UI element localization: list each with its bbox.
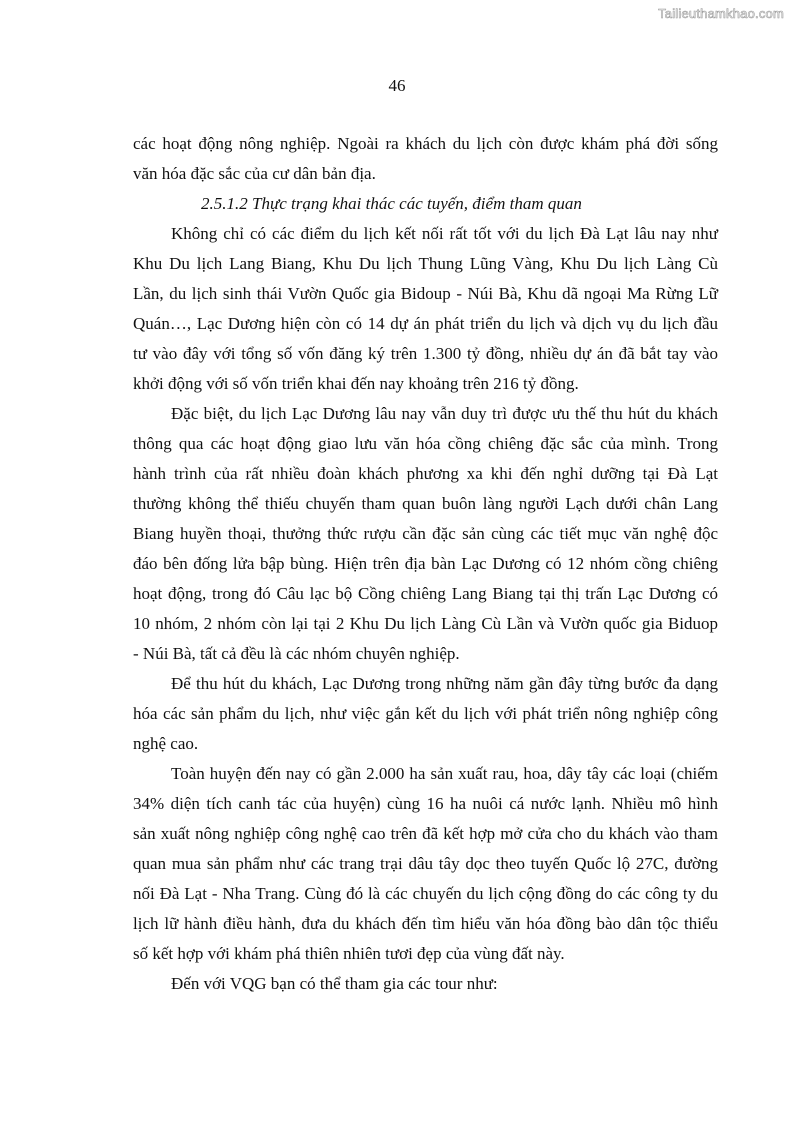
text-line: Khu Du lịch Lang Biang, Khu Du lịch Thung Lũng Vàng, Khu Du lịch Làng Cù <box>133 254 718 273</box>
text-line: số kết hợp với khám phá thiên nhiên tươi đẹp của vùng đất này. <box>133 944 565 963</box>
text-line: lịch lữ hành điều hành, đưa du khách đến tìm hiểu văn hóa đồng bào dân tộc thiểu <box>133 914 718 933</box>
text-line: đáo bên đống lửa bập bùng. Hiện trên địa bàn Lạc Dương có 12 nhóm cồng chiêng <box>133 554 718 573</box>
text-line: thường không thể thiếu chuyến tham quan buôn làng người Lạch dưới chân Lang <box>133 494 718 513</box>
text-line: Đặc biệt, du lịch Lạc Dương lâu nay vẫn duy trì được ưu thế thu hút du khách <box>171 404 718 423</box>
text-line: tư vào đây với tổng số vốn đăng ký trên 1.300 tỷ đồng, nhiều dự án đã bắt tay vào <box>133 344 718 363</box>
text-line: nghệ cao. <box>133 734 199 753</box>
text-line: khởi động với số vốn triển khai đến nay khoảng trên 216 tỷ đồng. <box>133 374 579 393</box>
text-line: - Núi Bà, tất cả đều là các nhóm chuyên nghiệp. <box>133 644 460 663</box>
text-line: Toàn huyện đến nay có gần 2.000 ha sản xuất rau, hoa, dây tây các loại (chiếm <box>171 764 718 783</box>
text-line: Biang huyền thoại, thưởng thức rượu cần đặc sản cùng các tiết mục văn nghệ độc <box>133 524 718 543</box>
text-line: Để thu hút du khách, Lạc Dương trong những năm gần đây từng bước đa dạng <box>171 674 718 693</box>
watermark-text: Tailieuthamkhao.com <box>658 6 784 21</box>
text-line: quan mua sản phẩm như các trang trại dâu tây dọc theo tuyến Quốc lộ 27C, đường <box>133 854 718 873</box>
text-line: Không chỉ có các điểm du lịch kết nối rất tốt với du lịch Đà Lạt lâu nay như <box>171 224 718 243</box>
text-line: 10 nhóm, 2 nhóm còn lại tại 2 Khu Du lịch Làng Cù Lần và Vườn quốc gia Biduop <box>133 614 718 633</box>
text-line: Đến với VQG bạn có thể tham gia các tour như: <box>171 974 498 993</box>
text-line: thông qua các hoạt động giao lưu văn hóa cồng chiêng đặc sắc của mình. Trong <box>133 434 718 453</box>
text-line: các hoạt động nông nghiệp. Ngoài ra khách du lịch còn được khám phá đời sống <box>133 134 718 153</box>
text-line: 34% diện tích canh tác của huyện) cùng 16 ha nuôi cá nước lạnh. Nhiều mô hình <box>133 794 718 813</box>
text-line: Quán…, Lạc Dương hiện còn có 14 dự án phát triển du lịch và dịch vụ du lịch đầu <box>133 314 718 333</box>
text-line: hoạt động, trong đó Câu lạc bộ Cồng chiêng Lang Biang tại thị trấn Lạc Dương có <box>133 584 718 603</box>
page-number: 46 <box>388 76 406 95</box>
text-line: nối Đà Lạt - Nha Trang. Cùng đó là các chuyến du lịch cộng đồng do các công ty du <box>133 884 718 903</box>
text-line: Lần, du lịch sinh thái Vườn Quốc gia Bidoup - Núi Bà, Khu dã ngoại Ma Rừng Lữ <box>133 284 718 303</box>
text-line: sản xuất nông nghiệp công nghệ cao trên đã kết hợp mở cửa cho du khách vào tham <box>133 824 718 843</box>
text-line: hóa các sản phẩm du lịch, như việc gắn kết du lịch với phát triển nông nghiệp công <box>133 704 718 723</box>
document-body <box>133 129 718 999</box>
section-heading: 2.5.1.2 Thực trạng khai thác các tuyến, điểm tham quan <box>201 194 582 213</box>
text-line: văn hóa đặc sắc của cư dân bản địa. <box>133 164 376 183</box>
text-line: hành trình của rất nhiều đoàn khách phương xa khi đến nghỉ dưỡng tại Đà Lạt <box>133 464 718 483</box>
